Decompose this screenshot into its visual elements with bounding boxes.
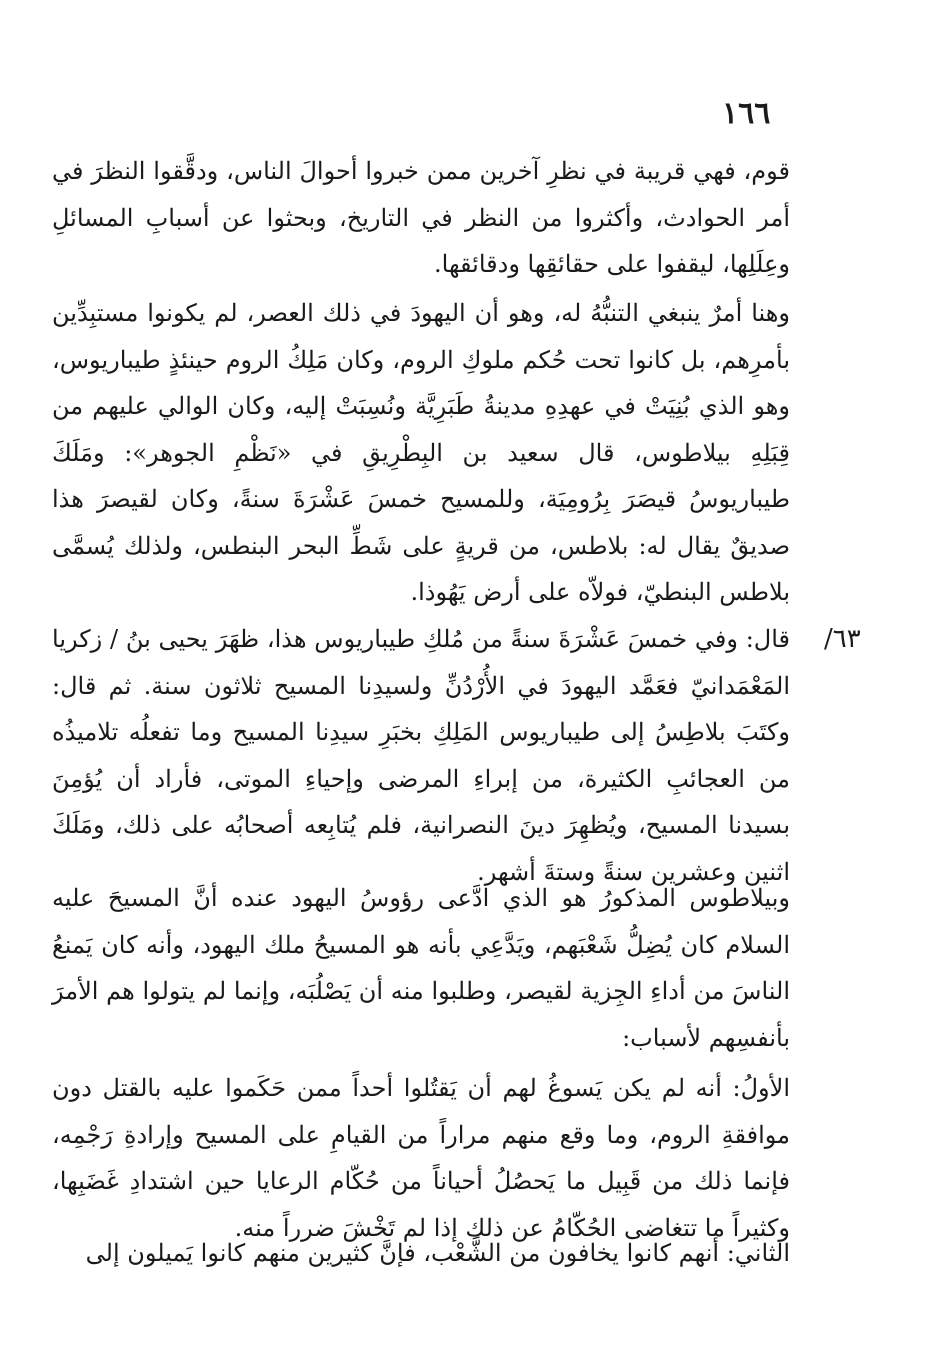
- paragraph-1: [52, 148, 790, 288]
- paragraph-text: قال: وفي خمسَ عَشْرَةَ سنةً من مُلكِ طيباريوس هذا، ظهَرَ يحيى بنُ / زكريا المَعْمَدانيّ فعَمَّد اليهودَ في الأُرْدُنِّ ولسيدِنا المسيح ثلاثون سنة. ثم قال: وكتَبَ بلاطِسُ إلى طيباريوس المَلِكِ بخبَرِ سيدِنا المسيح وما تفعلُه تلاميذُه من العجائبِ الكثيرة، من إبراءِ المرضى وإحياءِ الموتى، فأراد أن يُؤمِنَ بسيدنا المسيح، ويُظهِرَ دينَ النصرانية، فلم يُتابِعه أصحابُه على ذلك، ومَلَكَ اثنين وعشرين سنةً وستةَ أشهر.: [52, 625, 790, 886]
- paragraph-5: [52, 1065, 790, 1251]
- paragraph-text: الأولُ: أنه لم يكن يَسوغُ لهم أن يَقتُلوا أحداً ممن حَكَموا عليه بالقتل دون موافقةِ الروم، وما وقع منهم مراراً من القيامِ على المسيح وإرادةِ رَجْمِه، فإنما ذلك من قَبِيل ما يَحصُلُ أحياناً من حُكّام الرعايا حين اشتدادِ غَضَبِها، وكثيراً ما تتغاضى الحُكّامُ عن ذلك إذا لم تَخْشَ ضرراً منه.: [52, 1074, 791, 1242]
- paragraph-text: الثاني: أنهم كانوا يخافون من الشَّعْب، فإنَّ كثيرين منهم كانوا يَميلون إلى: [85, 1239, 790, 1267]
- paragraph-text: وبيلاطوس المذكورُ هو الذي ادَّعى رؤوسُ اليهود عنده أنَّ المسيحَ عليه السلام كان يُضِلُّ شَعْبَهم، ويَدَّعِي بأنه هو المسيحُ ملك اليهود، وأنه كان يَمنعُ الناسَ من أداءِ الجِزية لقيصر، وطلبوا منه أن يَصْلُبَه، وإنما لم يتولوا هم الأمرَ بأنفسِهم لأسباب:: [52, 884, 790, 1052]
- paragraph-3: [52, 616, 790, 895]
- paragraph-2: [52, 290, 790, 616]
- margin-reference-number: ٦٣/: [824, 624, 861, 654]
- paragraph-text: قوم، فهي قريبة في نظرِ آخرين ممن خبروا أحوالَ الناس، ودقَّقوا النظرَ في أمر الحوادث، وأكثروا من النظر في التاريخ، وبحثوا عن أسبابِ المسائلِ وعِلَلِها، ليقفوا على حقائقِها ودقائقها.: [52, 157, 790, 278]
- paragraph-text: وهنا أمرٌ ينبغي التنبُّهُ له، وهو أن اليهودَ في ذلك العصر، لم يكونوا مستبِدِّين بأمرِهم، بل كانوا تحت حُكم ملوكِ الروم، وكان مَلِكُ الروم حينئذٍ طيباريوس، وهو الذي بُنِيَتْ في عهدِهِ مدينةُ طَبَرِيَّة ونُسِبَتْ إليه، وكان الوالي عليهم من قِبَلِهِ بيلاطوس، قال سعيد بن البِطْرِيقِ في «نَظْمِ الجوهر»: ومَلَكَ طيباريوسُ قيصَرَ بِرُومِيَة، وللمسيح خمسَ عَشْرَةَ سنةً، وكان لقيصرَ هذا صديقٌ يقال له: بلاطس، من قريةٍ على شَطِّ البحر البنطس، ولذلك يُسمَّى بلاطس البنطيّ، فولاّه على أرض يَهُوذا.: [52, 299, 791, 606]
- paragraph-6: [52, 1230, 790, 1277]
- paragraph-4: [52, 875, 790, 1061]
- page-number: ١٦٦: [722, 96, 771, 131]
